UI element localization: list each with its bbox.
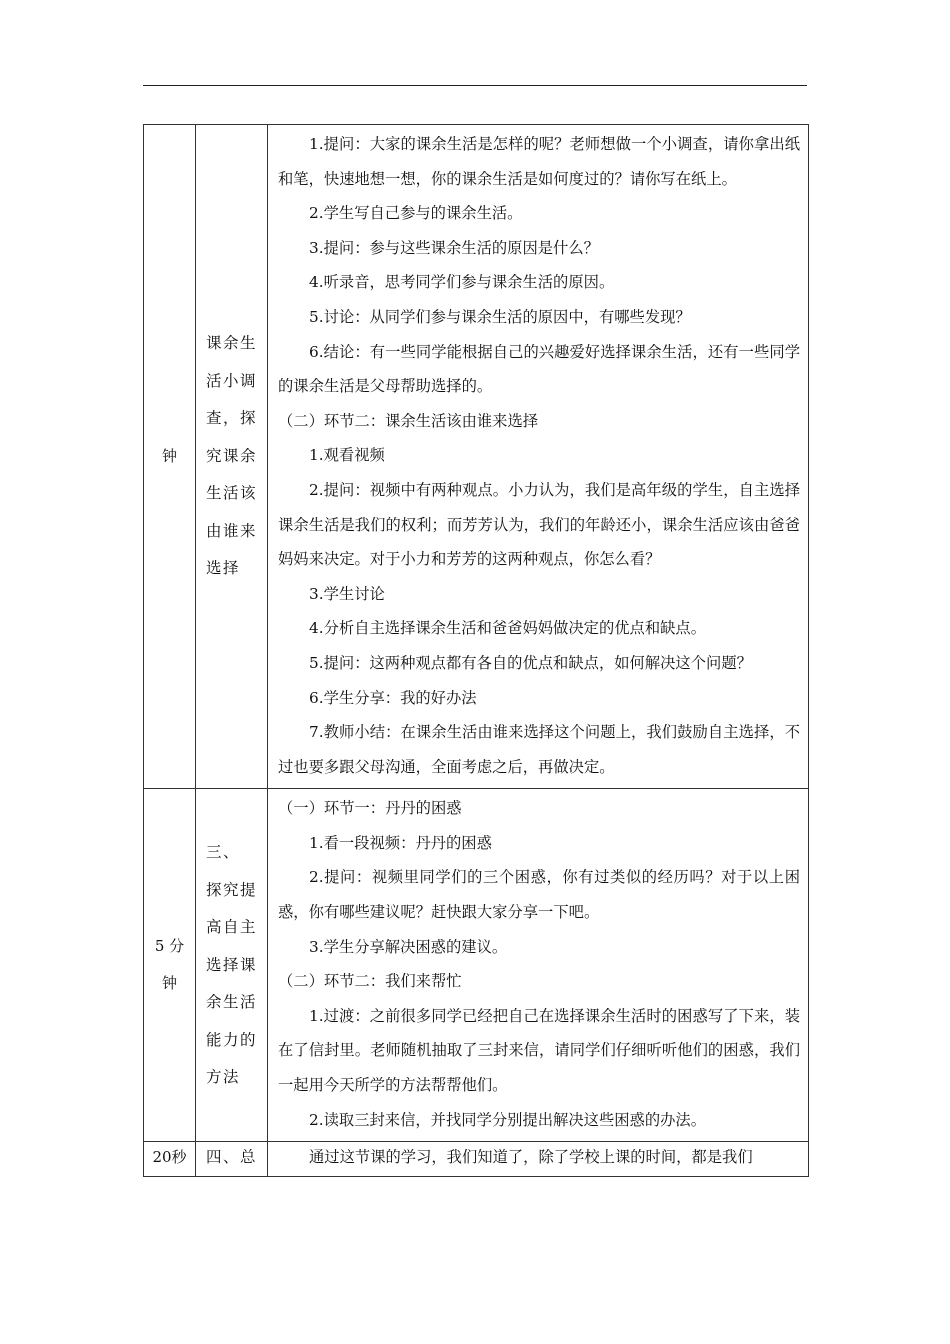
content-paragraph: 4.分析自主选择课余生活和爸爸妈妈做决定的优点和缺点。 — [309, 619, 707, 638]
step-text: 高自主 — [206, 918, 258, 936]
step-text: 查，探 — [206, 409, 258, 428]
content-paragraph: （二）环节二：我们来帮忙 — [278, 972, 462, 991]
step-cell — [196, 789, 268, 1142]
step-text: 余生活 — [206, 993, 258, 1011]
step-text: 选择 — [206, 559, 241, 578]
step-text: 方法 — [206, 1068, 241, 1086]
step-cell — [196, 1142, 268, 1177]
step-cell — [196, 125, 268, 789]
content-paragraph: （二）环节二：课余生活该由谁来选择 — [278, 411, 539, 430]
content-paragraph: 1.看一段视频：丹丹的困惑 — [309, 833, 492, 852]
header-rule — [143, 85, 807, 86]
step-text: 课余生 — [206, 334, 258, 353]
content-paragraph: 2.读取三封来信，并找同学分别提出解决这些困惑的办法。 — [309, 1110, 707, 1129]
content-paragraph: 1.观看视频 — [309, 446, 385, 465]
table-row — [144, 789, 809, 1142]
time-text: 钟 — [161, 974, 177, 993]
content-paragraph: 3.学生讨论 — [309, 584, 385, 603]
content-paragraph: 3.提问：参与这些课余生活的原因是什么？ — [309, 238, 599, 257]
content-paragraph: 1.提问：大家的课余生活是怎样的呢？老师想做一个小调查，请你拿出纸和笔，快速地想一想，你的课余生活是如何度过的？请你写在纸上。 — [278, 135, 800, 188]
step-text: 由谁来 — [206, 521, 258, 540]
step-text: 生活该 — [206, 484, 258, 503]
content-paragraph: 2.提问：视频里同学们的三个困惑，你有过类似的经历吗？对于以上困惑，你有哪些建议呢？赶快跟大家分享一下吧。 — [278, 868, 800, 922]
step-text: 究课余 — [206, 446, 258, 465]
step-text: 探究提 — [206, 880, 258, 899]
table-row — [144, 1142, 809, 1177]
content-paragraph: 2.学生写自己参与的课余生活。 — [309, 204, 523, 223]
content-cell — [268, 789, 809, 1142]
content-paragraph: 5.讨论：从同学们参与课余生活的原因中，有哪些发现？ — [309, 307, 691, 326]
content-cell — [268, 1142, 809, 1177]
step-text: 活小调 — [206, 371, 258, 390]
time-cell — [144, 125, 196, 789]
time-text: 20秒 — [152, 1148, 187, 1167]
lesson-plan-table — [143, 124, 809, 1177]
table-row — [144, 125, 809, 789]
content-paragraph: 2.提问：视频中有两种观点。小力认为，我们是高年级的学生，自主选择课余生活是我们的权利；而芳芳认为，我们的年龄还小，课余生活应该由爸爸妈妈来决定。对于小力和芳芳的这两种观点，你怎么看？ — [278, 480, 800, 569]
step-text: 能力的 — [206, 1030, 258, 1049]
content-paragraph: 6.学生分享：我的好办法 — [309, 688, 477, 707]
time-cell — [144, 789, 196, 1142]
content-paragraph: 1.过渡：之前很多同学已经把自己在选择课余生活时的困惑写了下来，装在了信封里。老师随机抽取了三封来信，请同学们仔细听听他们的困惑，我们一起用今天所学的方法帮帮他们。 — [278, 1006, 800, 1095]
time-cell — [144, 1142, 196, 1177]
step-text: 三、 — [206, 843, 241, 861]
content-paragraph: 7.教师小结：在课余生活由谁来选择这个问题上，我们鼓励自主选择，不过也要多跟父母沟通，全面考虑之后，再做决定。 — [278, 723, 800, 776]
content-paragraph: 3.学生分享解决困惑的建议。 — [309, 937, 508, 956]
step-text: 选择课 — [206, 955, 258, 974]
content-paragraph: 通过这节课的学习，我们知道了，除了学校上课的时间，都是我们 — [309, 1148, 753, 1167]
content-paragraph: 5.提问：这两种观点都有各自的优点和缺点，如何解决这个问题？ — [309, 653, 752, 672]
content-cell — [268, 125, 809, 789]
time-text: 钟 — [161, 447, 177, 466]
step-text: 四、总 — [206, 1148, 258, 1167]
content-paragraph: （一）环节一：丹丹的困惑 — [278, 799, 462, 818]
time-text: 5 分 — [154, 937, 185, 956]
content-paragraph: 4.听录音，思考同学们参与课余生活的原因。 — [309, 273, 615, 292]
content-paragraph: 6.结论：有一些同学能根据自己的兴趣爱好选择课余生活，还有一些同学的课余生活是父母帮助选择的。 — [278, 342, 800, 396]
